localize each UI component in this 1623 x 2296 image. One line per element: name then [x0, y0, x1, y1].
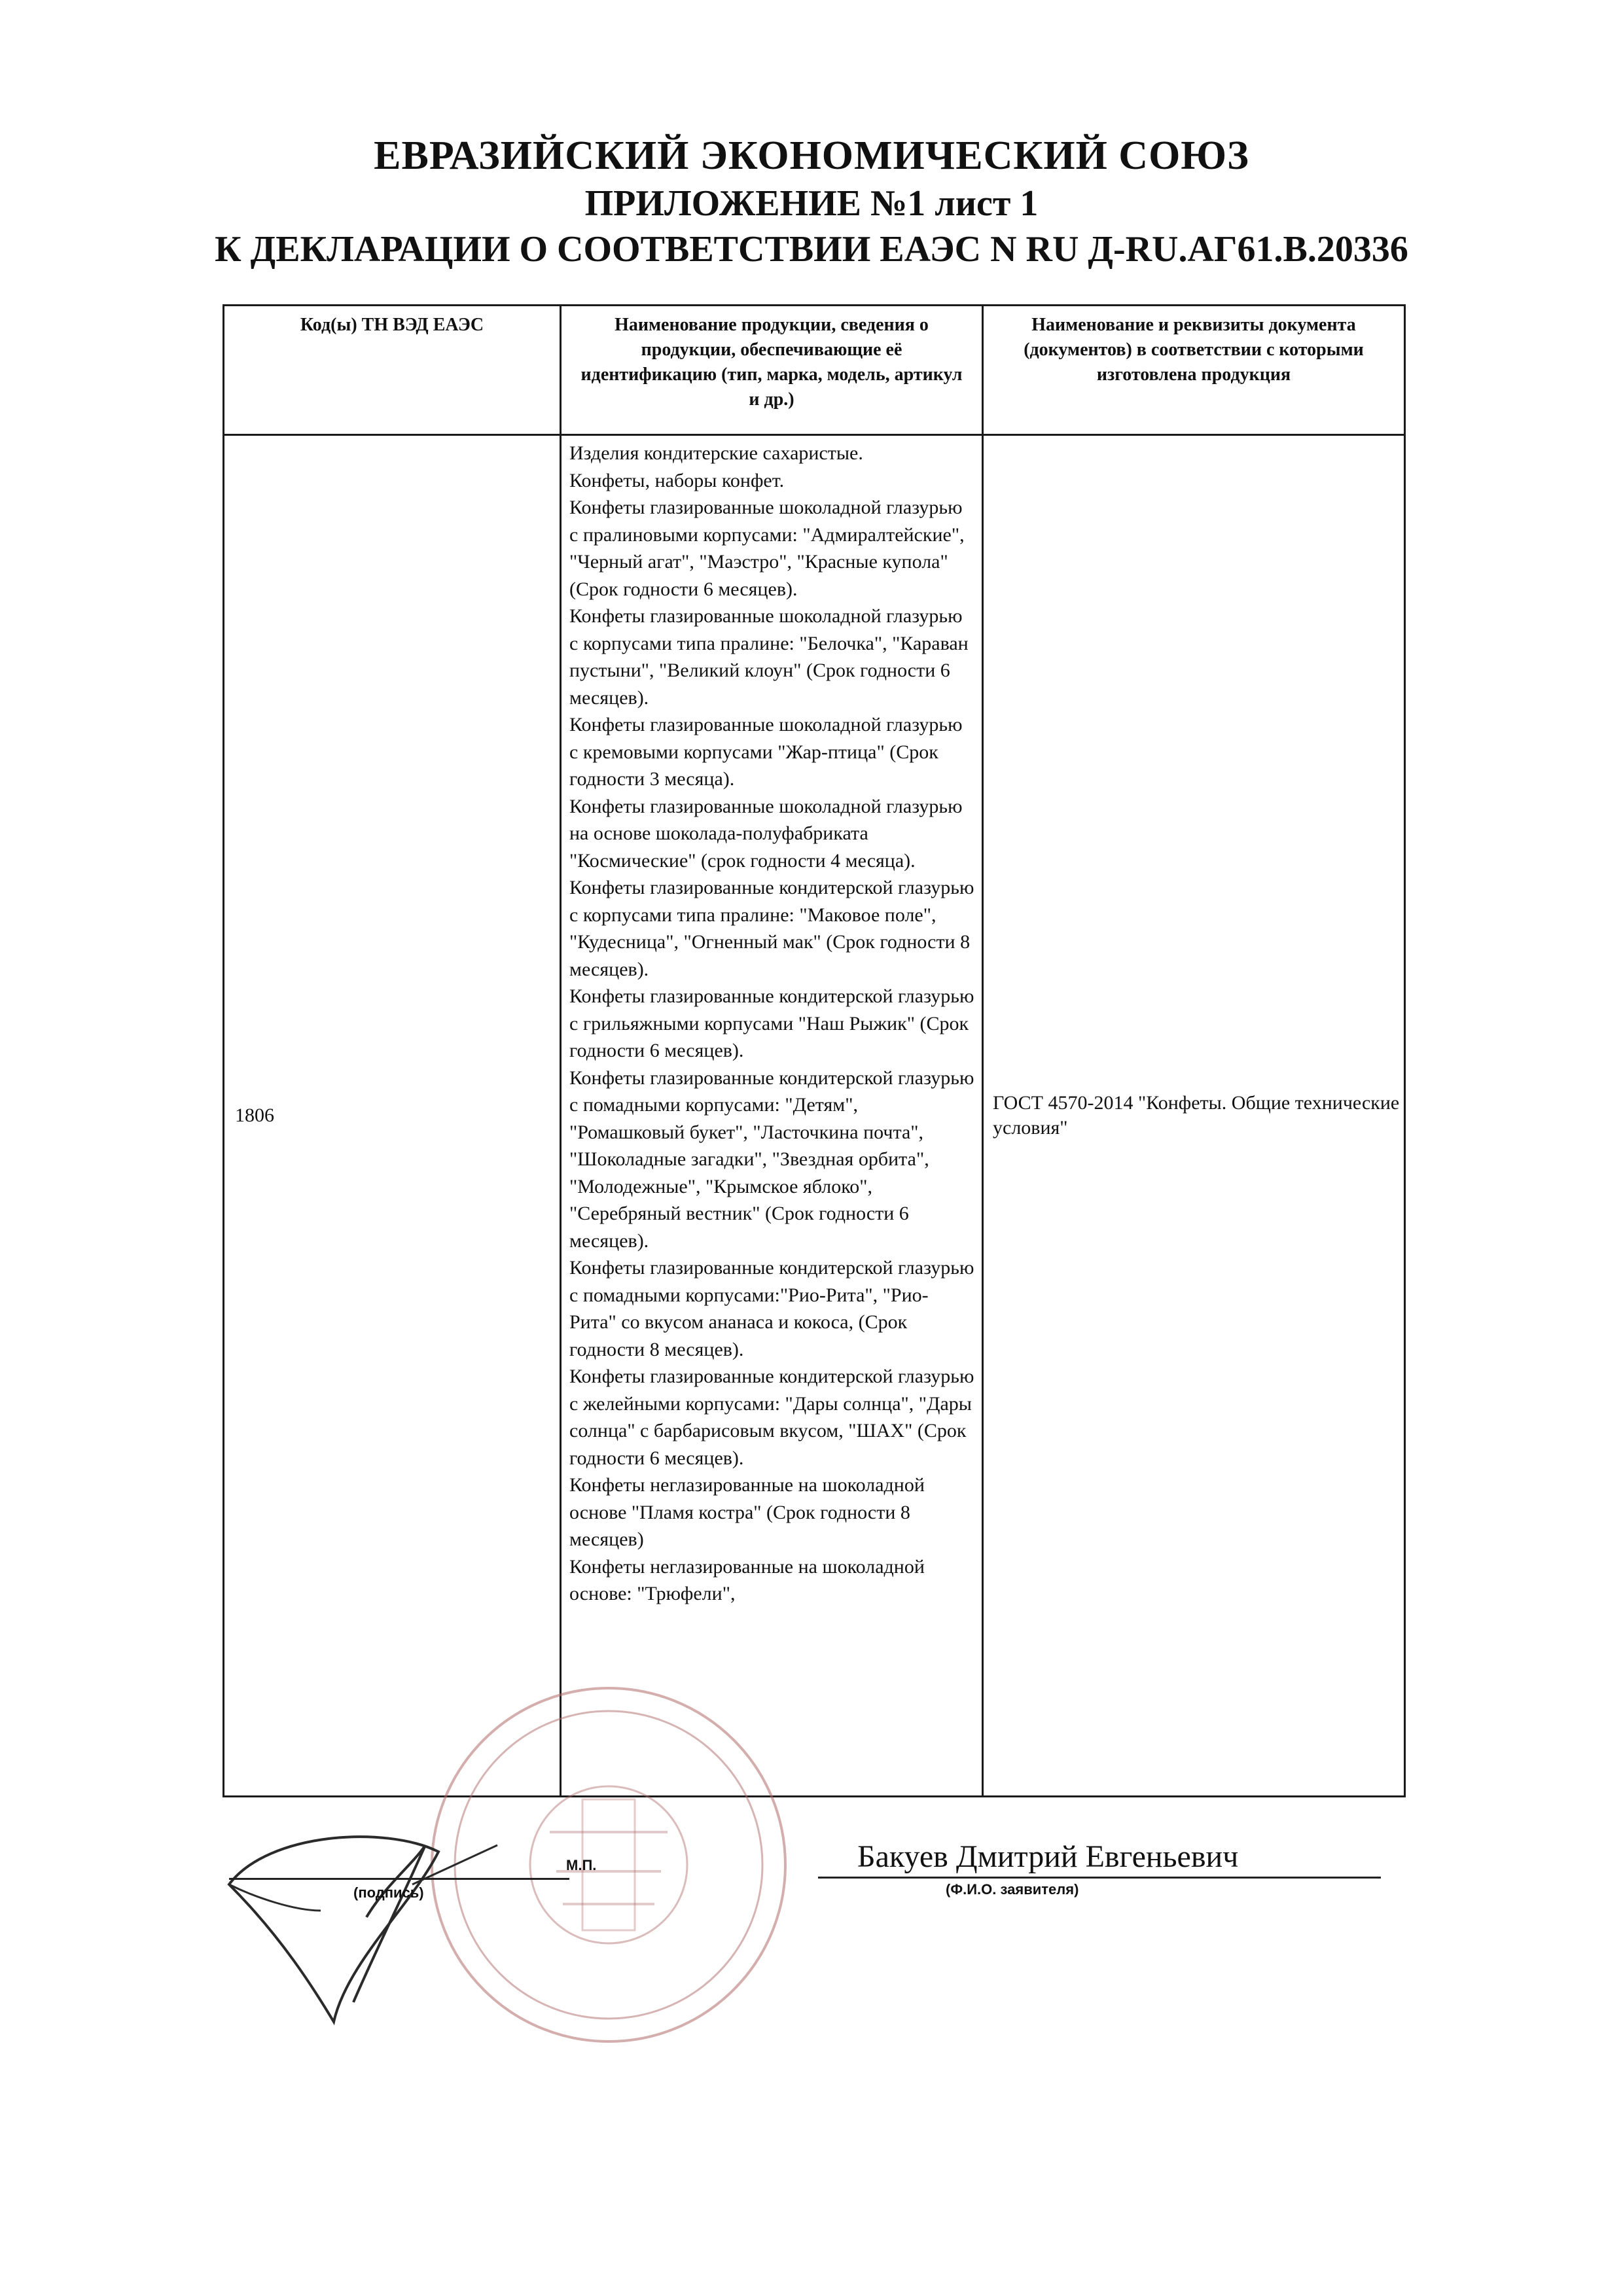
- stamp-label: М.П.: [566, 1857, 597, 1873]
- product-entry: Конфеты глазированные шоколадной глазурью с корпусами типа пралине: "Белочка", "Караван пустыни", "Великий клоун" (Срок годности 6 месяцев).: [569, 605, 969, 709]
- appendix-title: ПРИЛОЖЕНИЕ №1 лист 1: [584, 183, 1039, 224]
- product-table: [223, 304, 1406, 1797]
- header-document: Наименование и реквизиты документа (документов) в соответствии с которыми изготовлена продукция: [983, 306, 1405, 435]
- product-entry: Конфеты неглазированные на шоколадной основе "Пламя костра" (Срок годности 8 месяцев): [569, 1474, 925, 1550]
- signature-label: (подпись): [353, 1884, 424, 1901]
- header-code: Код(ы) ТН ВЭД ЕАЭС: [224, 306, 561, 435]
- product-entry: Конфеты глазированные кондитерской глазурью с помадными корпусами: "Детям", "Ромашковый букет", "Ласточкина почта", "Шоколадные загадки", "Звездная орбита", "Молодежные", "Крымское яблоко", "Серебряный вестник" (Срок годности 6 месяцев).: [569, 1067, 974, 1252]
- product-entry: Изделия кондитерские сахаристые.: [569, 442, 863, 464]
- document-header: [0, 131, 1623, 272]
- declaration-title: К ДЕКЛАРАЦИИ О СООТВЕТСТВИИ ЕАЭС N RU Д-RU.АГ61.В.20336: [215, 229, 1408, 270]
- table-row: [224, 435, 1405, 1797]
- product-entry: Конфеты глазированные шоколадной глазурью с кремовыми корпусами "Жар-птица" (Срок годности 3 месяца).: [569, 714, 963, 790]
- name-line: [818, 1877, 1381, 1879]
- product-entry: Конфеты, наборы конфет.: [569, 469, 785, 491]
- product-entry: Конфеты глазированные кондитерской глазурью с грильяжными корпусами "Наш Рыжик" (Срок годности 6 месяцев).: [569, 985, 974, 1061]
- applicant-name-label: (Ф.И.О. заявителя): [946, 1881, 1079, 1898]
- products-cell: [561, 435, 983, 1797]
- product-entry: Конфеты глазированные шоколадной глазурью на основе шоколада-полуфабриката "Космические" (срок годности 4 месяца).: [569, 795, 963, 872]
- table-header-row: [224, 306, 1405, 435]
- signature-block: [0, 1819, 1623, 2028]
- union-title: ЕВРАЗИЙСКИЙ ЭКОНОМИЧЕСКИЙ СОЮЗ: [374, 133, 1249, 178]
- header-product-name: Наименование продукции, сведения о продукции, обеспечивающие её идентификацию (тип, марка, модель, артикул и др.): [561, 306, 983, 435]
- documents-cell: ГОСТ 4570-2014 "Конфеты. Общие технические условия": [983, 435, 1405, 1797]
- product-entry: Конфеты глазированные кондитерской глазурью с помадными корпусами:"Рио-Рита", "Рио-Рита" со вкусом ананаса и кокоса, (Срок годности 8 месяцев).: [569, 1257, 974, 1360]
- product-entry: Конфеты глазированные кондитерской глазурью с желейными корпусами: "Дары солнца", "Дары солнца" с барбарисовым вкусом, "ШАХ" (Срок годности 6 месяцев).: [569, 1366, 974, 1469]
- product-entry: Конфеты глазированные шоколадной глазурью с пралиновыми корпусами: "Адмиралтейские", "Черный агат", "Маэстро", "Красные купола" (Срок годности 6 месяцев).: [569, 497, 965, 600]
- product-entry: Конфеты неглазированные на шоколадной основе: "Трюфели",: [569, 1555, 925, 1604]
- applicant-name: Бакуев Дмитрий Евгеньевич: [857, 1839, 1239, 1874]
- product-entry: Конфеты глазированные кондитерской глазурью с корпусами типа пралине: "Маковое поле", "Кудесница", "Огненный мак" (Срок годности 8 месяцев).: [569, 877, 974, 980]
- code-cell: 1806: [224, 435, 561, 1797]
- signature-line: [229, 1878, 569, 1880]
